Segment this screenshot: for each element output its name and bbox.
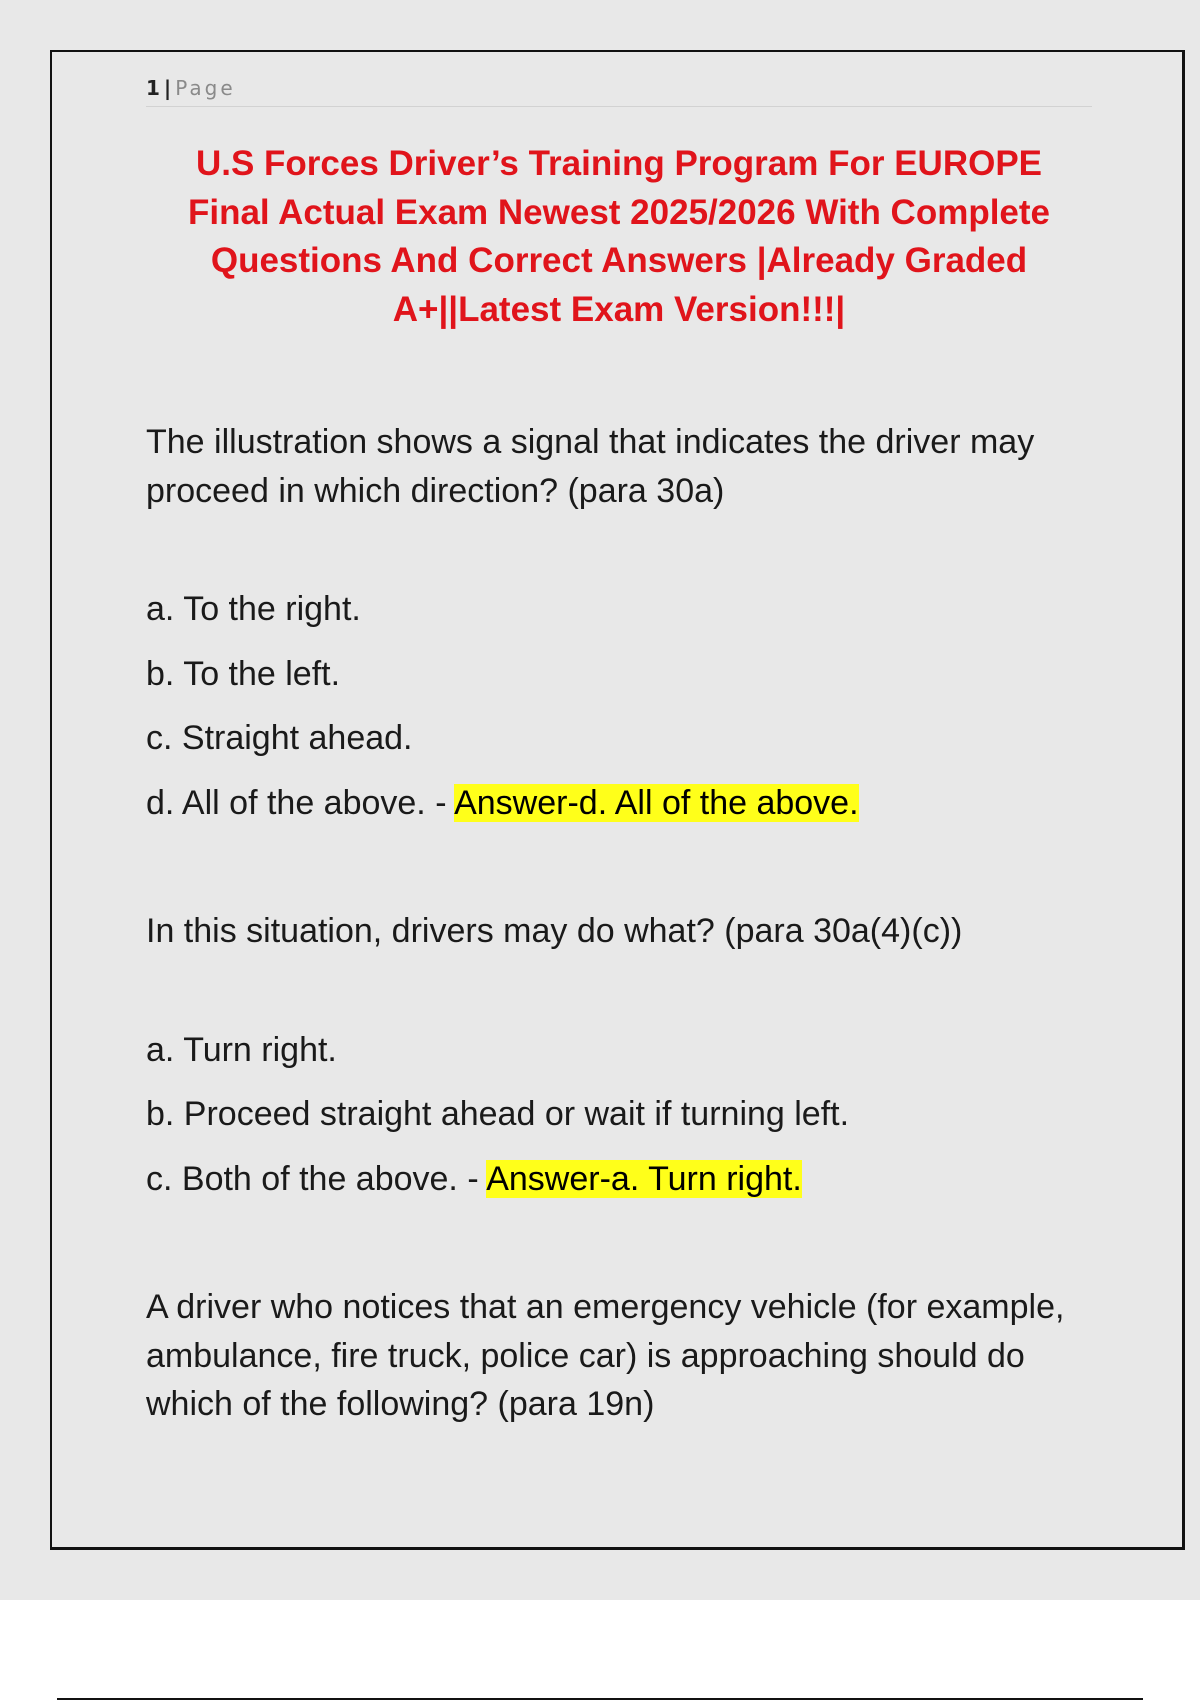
option-text: d. All of the above. - (146, 783, 455, 822)
option-text: a. To the right. (146, 590, 361, 628)
option-text: c. Both of the above. - (146, 1159, 487, 1198)
option-item (146, 650, 1106, 699)
option-text: c. Straight ahead. (146, 719, 413, 757)
document-title (146, 140, 1092, 334)
question-block (146, 1283, 1106, 1429)
question-text: A driver who notices that an emergency vehicle (for example, ambulance, fire truck, police car) is approaching should do which of the following? (para 19n) (146, 1288, 1065, 1423)
page-number: 1 (146, 76, 160, 100)
page-label: Page (175, 76, 236, 100)
question-block (146, 418, 1106, 827)
title-line: Questions And Correct Answers |Already Graded (210, 241, 1028, 280)
option-text: b. To the left. (146, 654, 341, 693)
answer-highlight: Answer-d. All of the above. (454, 783, 859, 822)
option-item (146, 1090, 1106, 1139)
option-list (146, 585, 1106, 827)
page-header (146, 74, 1092, 107)
option-text: b. Proceed straight ahead or wait if turning left. (146, 1095, 850, 1133)
question-text: In this situation, drivers may do what? (para 30a(4)(c)) (146, 912, 963, 950)
title-line: Final Actual Exam Newest 2025/2026 With Complete (187, 192, 1051, 232)
option-item (146, 714, 1106, 763)
option-list (146, 1026, 1106, 1204)
option-item (146, 1155, 1106, 1204)
question-block (146, 907, 1106, 1203)
option-item (146, 779, 1106, 828)
document-body (146, 418, 1106, 1429)
title-line: U.S Forces Driver’s Training Program For EUROPE (195, 144, 1043, 183)
page-separator: | (163, 76, 172, 100)
answer-highlight: Answer-a. Turn right. (486, 1159, 802, 1198)
title-line: A+||Latest Exam Version!!!| (392, 289, 846, 329)
option-text: a. Turn right. (146, 1030, 337, 1069)
question-text: The illustration shows a signal that indicates the driver may proceed in which direction? (para 30a) (146, 423, 1035, 510)
option-item (146, 585, 1106, 634)
option-item (146, 1026, 1106, 1075)
